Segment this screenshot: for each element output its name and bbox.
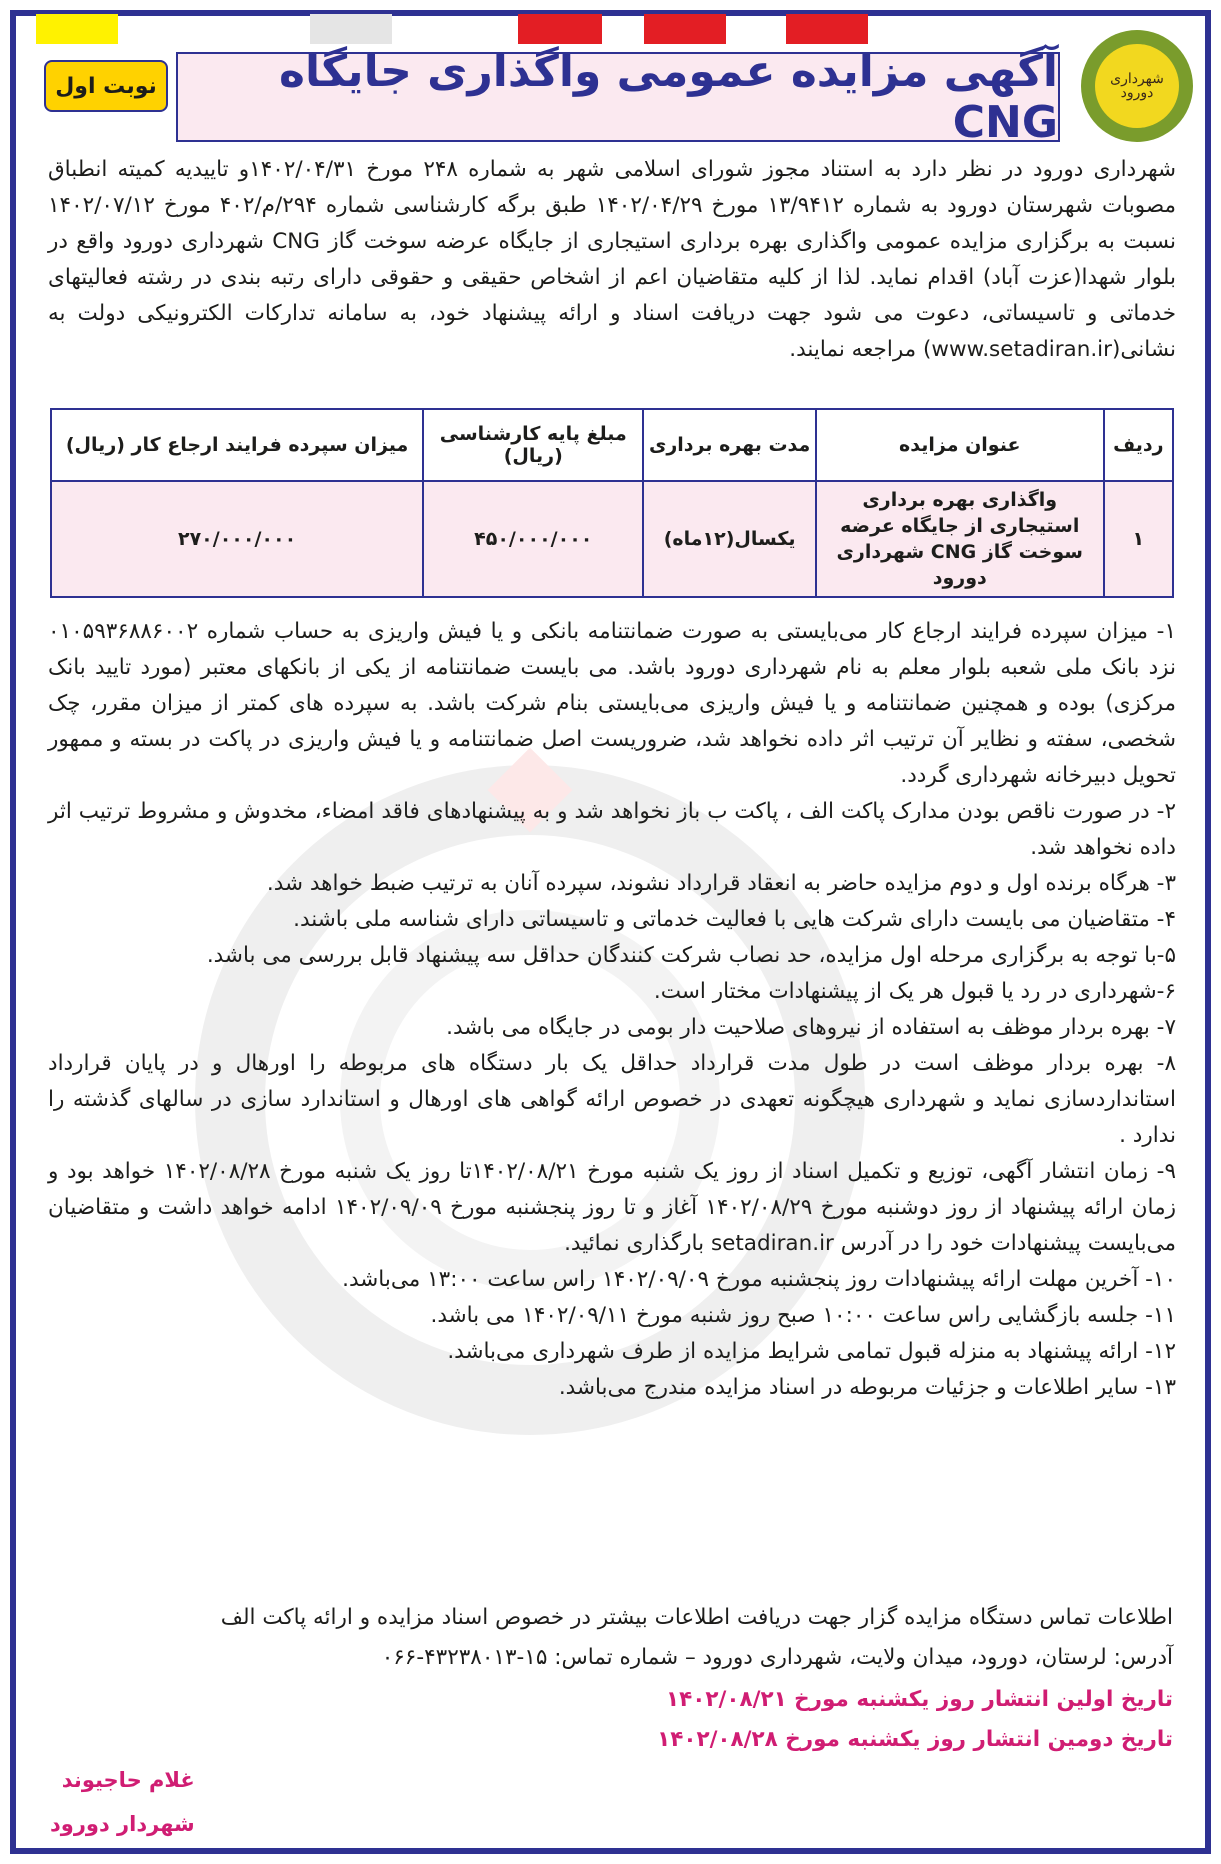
signer-title: شهردار دورود [50, 1812, 195, 1836]
term-item: ۳- هرگاه برنده اول و دوم مزایده حاضر به انعقاد قرارداد نشوند، سپرده آنان به ترتیب ضبط خواهد شد. [266, 871, 1176, 896]
term-item: ۶-شهرداری در رد یا قبول هر یک از پیشنهادات مختار است. [653, 979, 1176, 1004]
column-header: ردیف [1104, 409, 1173, 481]
signature-block [50, 1758, 195, 1846]
first-publication-date: تاریخ اولین انتشار روز یکشنبه مورخ ۱۴۰۲/۰۸/۲۱ [666, 1687, 1173, 1712]
publication-dates [657, 1680, 1173, 1760]
term-item: ۱- میزان سپرده فرایند ارجاع کار می‌بایستی به صورت ضمانتنامه بانکی و یا فیش واریزی به حساب شماره ۰۱۰۵۹۳۶۸۸۶۰۰۲ نزد بانک ملی شعبه بلوار معلم به نام شهرداری دورود باشد. می بایست ضمانتنامه از یکی از بانکهای معتبر (مورد تایید بانک مرکزی) بوده و همچنین ضمانتنامه و یا فیش واریزی می‌بایستی بنام شرکت باشد. به سپرده های کمتر از میزان مقرر، چک شخصی، سفته و نظایر آن ترتیب اثر داده نخواهد شد، ضروریست اصل ضمانتنامه و یا فیش واریزی در پاکت در بسته و ممهور تحویل دبیرخانه شهرداری گردد. [48, 619, 1176, 788]
second-publication-date: تاریخ دومین انتشار روز یکشنبه مورخ ۱۴۰۲/۰۸/۲۸ [657, 1727, 1173, 1752]
term-item: ۹- زمان انتشار آگهی، توزیع و تکمیل اسناد از روز یک شنبه مورخ ۱۴۰۲/۰۸/۲۱تا روز یک شنبه مورخ ۱۴۰۲/۰۸/۲۸ خواهد بود و زمان ارائه پیشنهاد از روز دوشنبه مورخ ۱۴۰۲/۰۸/۲۹ آغاز و تا روز پنجشنبه مورخ ۱۴۰۲/۰۹/۰۹ ادامه خواهد داشت و متقاضیان می‌بایست پیشنهادات خود را در آدرس setadiran.ir بارگذاری نمائید. [48, 1159, 1177, 1256]
logo-text: شهرداری دورود [1110, 71, 1164, 101]
term-item: ۱۰- آخرین مهلت ارائه پیشنهادات روز پنجشنبه مورخ ۱۴۰۲/۰۹/۰۹ راس ساعت ۱۳:۰۰ می‌باشد. [342, 1267, 1176, 1292]
table-header-row [51, 409, 1173, 481]
term-item: ۵-با توجه به برگزاری مرحله اول مزایده، حد نصاب شرکت کنندگان حداقل سه پیشنهاد قابل بررسی می باشد. [206, 943, 1176, 968]
term-item: ۴- متقاضیان می بایست دارای شرکت هایی با فعالیت خدماتی و تاسیساتی دارای شناسه ملی باشند. [293, 907, 1176, 932]
term-item: ۱۱- جلسه بازگشایی راس ساعت ۱۰:۰۰ صبح روز شنبه مورخ ۱۴۰۲/۰۹/۱۱ می باشد. [430, 1303, 1176, 1328]
column-header: عنوان مزایده [816, 409, 1104, 481]
term-item: ۱۳- سایر اطلاعات و جزئیات مربوطه در اسناد مزایده مندرج می‌باشد. [558, 1375, 1176, 1400]
title-bar [176, 46, 1060, 148]
column-header: مبلغ پایه کارشناسی (ریال) [423, 409, 643, 481]
round-badge: نوبت اول [44, 60, 168, 112]
municipality-logo [1081, 30, 1193, 142]
color-tab-red [786, 14, 868, 44]
table-cell: ۴۵۰/۰۰۰/۰۰۰ [423, 481, 643, 597]
color-tab-red [518, 14, 602, 44]
color-tab-red [644, 14, 726, 44]
term-item: ۲- در صورت ناقص بودن مدارک پاکت الف ، پاکت ب باز نخواهد شد و به پیشنهادهای فاقد امضاء، مخدوش و مشروط ترتیب اثر داده نخواهد شد. [48, 799, 1176, 860]
contact-address: آدرس: لرستان، دورود، میدان ولایت، شهرداری دورود – شماره تماس: ۱۵-۴۳۲۳۸۰۱۳-۰۶۶ [381, 1645, 1173, 1670]
color-tab-yellow [36, 14, 118, 44]
table-cell: واگذاری بهره برداری استیجاری از جایگاه عرضه سوخت گاز CNG شهرداری دورود [816, 481, 1104, 597]
table-cell: ۲۷۰/۰۰۰/۰۰۰ [51, 481, 423, 597]
table-cell: یکسال(۱۲ماه) [643, 481, 816, 597]
page-title: آگهی مزایده عمومی واگذاری جایگاه CNG [278, 46, 1058, 148]
column-header: میزان سپرده فرایند ارجاع کار (ریال) [51, 409, 423, 481]
contact-info [221, 1598, 1173, 1678]
signer-name: غلام حاجیوند [61, 1768, 195, 1792]
contact-line: اطلاعات تماس دستگاه مزایده گزار جهت دریافت اطلاعات بیشتر در خصوص اسناد مزایده و ارائه پاکت الف [220, 1605, 1173, 1630]
terms-list [48, 614, 1176, 1406]
auction-table [50, 408, 1174, 598]
color-tab-grey [310, 14, 392, 44]
term-item: ۸- بهره بردار موظف است در طول مدت قرارداد حداقل یک بار دستگاه های مربوطه را اورهال و در پایان قرارداد استانداردسازی نماید و شهرداری هیچگونه تعهدی در خصوص ارائه گواهی های اورهال و استاندارد سازی در سالهای گذشته را ندارد . [48, 1051, 1176, 1148]
table-cell: ۱ [1104, 481, 1173, 597]
term-item: ۱۲- ارائه پیشنهاد به منزله قبول تمامی شرایط مزایده از طرف شهرداری می‌باشد. [447, 1339, 1176, 1364]
term-item: ۷- بهره بردار موظف به استفاده از نیروهای صلاحیت دار بومی در جایگاه می باشد. [446, 1015, 1176, 1040]
column-header: مدت بهره برداری [643, 409, 816, 481]
table-row [51, 481, 1173, 597]
intro-paragraph: شهرداری دورود در نظر دارد به استناد مجوز شورای اسلامی شهر به شماره ۲۴۸ مورخ ۱۴۰۲/۰۴/۳۱و تاییدیه کمیته انطباق مصوبات شهرستان دورود به شماره ۱۳/۹۴۱۲ مورخ ۱۴۰۲/۰۴/۲۹ طبق برگه کارشناسی شماره ۲۹۴/م/۴۰۲ مورخ ۱۴۰۲/۰۷/۱۲ نسبت به برگزاری مزایده عمومی واگذاری بهره برداری استیجاری از جایگاه عرضه سوخت گاز CNG شهرداری دورود واقع در بلوار شهدا(عزت آباد) اقدام نماید. لذا از کلیه متقاضیان اعم از اشخاص حقیقی و حقوقی دارای رتبه بندی در رشته فعالیتهای خدماتی و تاسیساتی، دعوت می شود جهت دریافت اسناد و ارائه پیشنهاد خود، به سامانه تدارکات الکترونیکی دولت به نشانی(www.setadiran.ir) مراجعه نمایند. [48, 157, 1176, 362]
